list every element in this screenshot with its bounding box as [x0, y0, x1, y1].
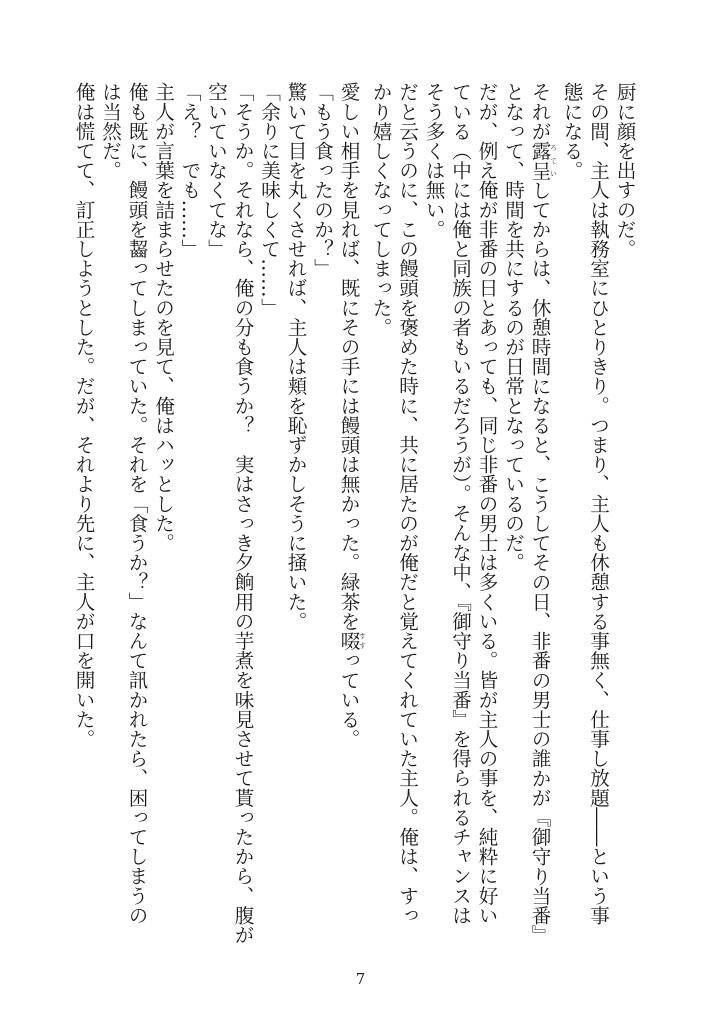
text-line: 空いていなくてな」: [204, 82, 228, 259]
ruby-annotation: 露呈ろてい: [528, 140, 558, 181]
text-line: 「もう食ったのか？」: [310, 82, 334, 278]
text-line: となって、時間を共にするのが日常となっているのだ。: [501, 82, 525, 572]
text-line: だが、例え俺が非番の日とあっても、同じ非番の男士は多くいる。皆が主人の事を、純粋に好い: [475, 82, 498, 925]
text-line: かり嬉しくなってしまった。: [369, 82, 392, 337]
text-line: だと云うのに、この饅頭を褒めた時に、共に居たのが俺だと覚えてくれていた主人。俺は、すっ: [395, 82, 419, 925]
ruby-annotation: 啜すす: [337, 630, 367, 651]
text-line: 「え？ でも……」: [178, 82, 201, 259]
text-line: そう多くは無い。: [422, 82, 445, 239]
text-line: 「余りに美味しくて……」: [257, 82, 281, 318]
text-line: は当然だ。: [98, 82, 122, 180]
vertical-text-body: [72, 82, 637, 952]
text-line: 俺も既に、饅頭を齧ってしまっていた。それを「食うか？」なんて訊かれたら、困ってしまうの: [125, 82, 148, 925]
text-line: それが露呈ろていしてからは、休憩時間になると、こうしてその日、非番の男士の誰かが『御守り当番』: [528, 82, 558, 945]
text-line: 態になる。: [560, 82, 583, 180]
text-line: 俺は慌てて、訂正しようとした。だが、それより先に、主人が口を開いた。: [72, 82, 95, 749]
text-line: 「そうか。それなら、俺の分も食うか？ 実はさっき夕餉用の芋煮を味見させて貰ったから、腹が: [231, 82, 254, 945]
page-number: 7: [355, 970, 366, 988]
text-line: 主人が言葉を詰まらせたのを見て、俺はハッとした。: [151, 82, 175, 553]
ruby-reading: ろてい: [549, 140, 558, 181]
text-line: 驚いて目を丸くさせれば、主人は頬を恥ずかしそうに掻いた。: [284, 82, 307, 631]
ruby-reading: すす: [358, 630, 367, 651]
text-line: その間、主人は執務室にひとりきり。つまり、主人も休憩する事無く、仕事し放題――という事: [586, 82, 610, 925]
text-line: 愛しい相手を見れば、既にその手には饅頭は無かった。緑茶を啜すすっている。: [337, 82, 367, 749]
text-line: 厨に顔を出すのだ。: [613, 82, 636, 259]
text-line: ている（中には俺と同族の者もいるだろうが）。そんな中、『御守り当番』を得られるチャンスは: [448, 82, 472, 925]
